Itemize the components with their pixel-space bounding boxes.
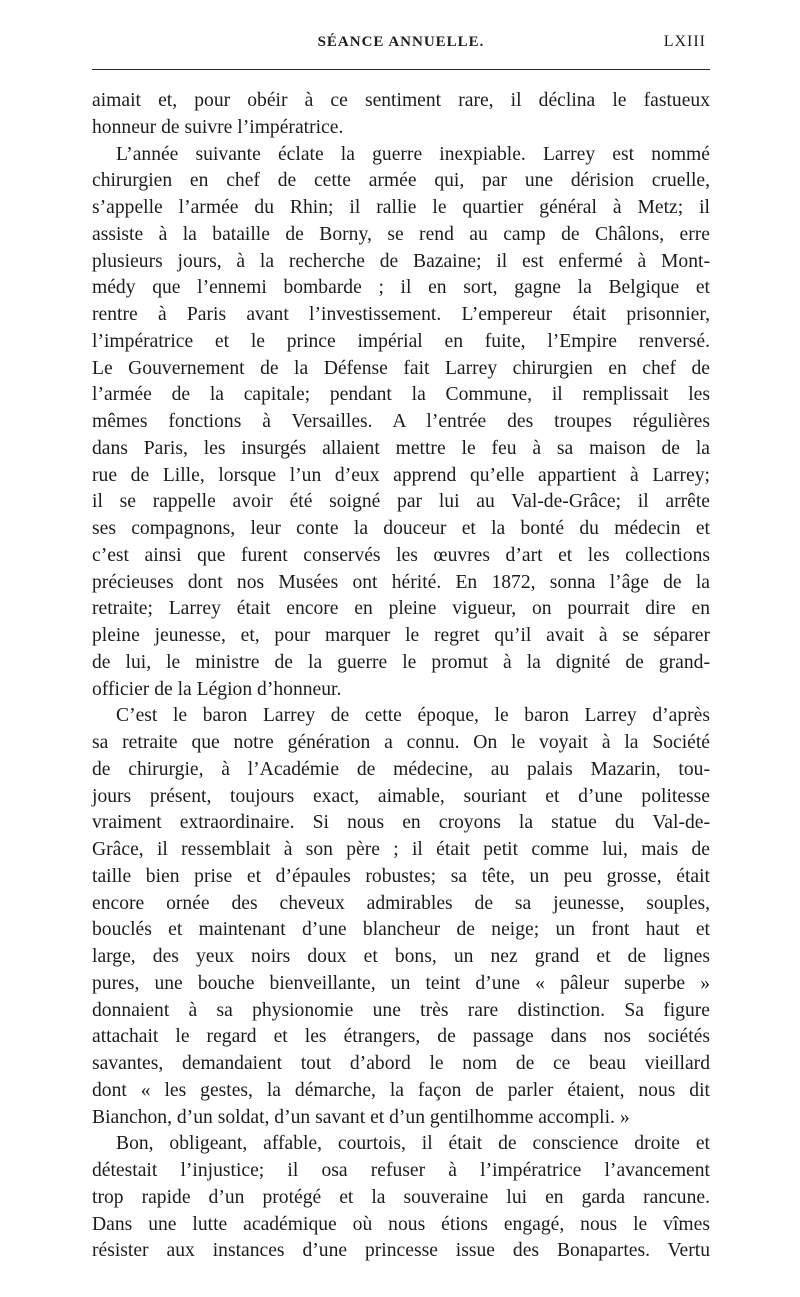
text-line: Grâce, il ressemblait à son père ; il était petit comme lui, mais de xyxy=(92,839,710,860)
text-line: L’année suivante éclate la guerre inexpiable. Larrey est nommé xyxy=(116,143,710,165)
paragraph xyxy=(92,88,710,142)
text-line: rue de Lille, lorsque l’un d’eux apprend qu’elle appartient à Larrey; xyxy=(92,464,710,486)
text-line: assiste à la bataille de Borny, se rend au camp de Châlons, erre xyxy=(92,223,710,245)
text-line: large, des yeux noirs doux et bons, un nez grand et de lignes xyxy=(92,946,710,967)
text-line: retraite; Larrey était encore en pleine vigueur, on pourrait dire en xyxy=(92,598,710,620)
text-line: savantes, demandaient tout d’abord le nom de ce beau vieillard xyxy=(92,1053,710,1074)
text-line: Bianchon, d’un soldat, d’un savant et d’un gentilhomme accompli. » xyxy=(92,1106,630,1128)
text-line: détestait l’injustice; il osa refuser à l’impératrice l’avancement xyxy=(92,1160,710,1181)
text-line: Bon, obligeant, affable, courtois, il était de conscience droite et xyxy=(116,1133,710,1155)
text-line: de lui, le ministre de la guerre le promut à la dignité de grand- xyxy=(92,651,710,673)
text-line: sa retraite que notre génération a connu. On le voyait à la Société xyxy=(92,732,710,753)
page-number: LXIII xyxy=(663,33,706,50)
text-line: officier de la Légion d’honneur. xyxy=(92,678,342,700)
text-line: l’armée de la capitale; pendant la Commune, il remplissait les xyxy=(92,384,710,406)
text-line: dans Paris, les insurgés allaient mettre le feu à sa maison de la xyxy=(92,437,710,459)
text-line: Dans une lutte académique où nous étions engagé, nous le vîmes xyxy=(92,1213,710,1235)
paragraph xyxy=(92,1131,710,1265)
paragraph xyxy=(92,703,710,1131)
text-line: l’impératrice et le prince impérial en fuite, l’Empire renversé. xyxy=(92,330,710,352)
text-line: pleine jeunesse, et, pour marquer le regret qu’il avait à se séparer xyxy=(92,625,710,646)
body-text xyxy=(92,88,710,1265)
text-line: donnaient à sa physionomie une très rare distinction. Sa figure xyxy=(92,999,710,1021)
text-line: Le Gouvernement de la Défense fait Larrey chirurgien en chef de xyxy=(92,357,710,379)
text-line: trop rapide d’un protégé et la souveraine lui en garda rancune. xyxy=(92,1186,710,1208)
text-line: ses compagnons, leur conte la douceur et la bonté du médecin et xyxy=(92,518,710,539)
text-line: s’appelle l’armée du Rhin; il rallie le quartier général à Metz; il xyxy=(92,197,710,218)
text-line: plusieurs jours, à la recherche de Bazaine; il est enfermé à Mont- xyxy=(92,250,710,272)
text-line: résister aux instances d’une princesse issue des Bonapartes. Vertu xyxy=(92,1240,710,1262)
text-line: encore ornée des cheveux admirables de sa jeunesse, souples, xyxy=(92,892,710,914)
text-line: c’est ainsi que furent conservés les œuvres d’art et les collections xyxy=(92,544,710,566)
text-line: honneur de suivre l’impératrice. xyxy=(92,116,344,138)
text-line: bouclés et maintenant d’une blancheur de neige; un front haut et xyxy=(92,919,710,941)
text-line: médy que l’ennemi bombarde ; il en sort, gagne la Belgique et xyxy=(92,277,710,299)
text-line: C’est le baron Larrey de cette époque, le baron Larrey d’après xyxy=(116,705,710,727)
text-line: pures, une bouche bienveillante, un teint d’une « pâleur superbe » xyxy=(92,972,710,994)
text-line: attachait le regard et les étrangers, de passage dans nos sociétés xyxy=(92,1026,710,1048)
text-line: précieuses dont nos Musées ont hérité. En 1872, sonna l’âge de la xyxy=(92,571,710,593)
text-line: jours présent, toujours exact, aimable, souriant et d’une politesse xyxy=(92,785,710,807)
text-line: dont « les gestes, la démarche, la façon de parler étaient, nous dit xyxy=(92,1079,710,1101)
text-line: aimait et, pour obéir à ce sentiment rare, il déclina le fastueux xyxy=(92,90,710,111)
running-title: SÉANCE ANNUELLE. xyxy=(317,34,485,50)
text-line: il se rappelle avoir été soigné par lui au Val-de-Grâce; il arrête xyxy=(92,491,710,513)
text-line: vraiment extraordinaire. Si nous en croyons la statue du Val-de- xyxy=(92,812,710,834)
text-line: de chirurgie, à l’Académie de médecine, au palais Mazarin, tou- xyxy=(92,758,710,780)
text-line: rentre à Paris avant l’investissement. L’empereur était prisonnier, xyxy=(92,304,710,325)
text-line: taille bien prise et d’épaules robustes; sa tête, un peu grosse, était xyxy=(92,865,710,887)
running-header xyxy=(92,30,710,56)
header-rule xyxy=(92,69,710,70)
text-line: mêmes fonctions à Versailles. A l’entrée des troupes régulières xyxy=(92,411,710,432)
text-line: chirurgien en chef de cette armée qui, par une dérision cruelle, xyxy=(92,170,710,192)
paragraph xyxy=(92,142,710,704)
